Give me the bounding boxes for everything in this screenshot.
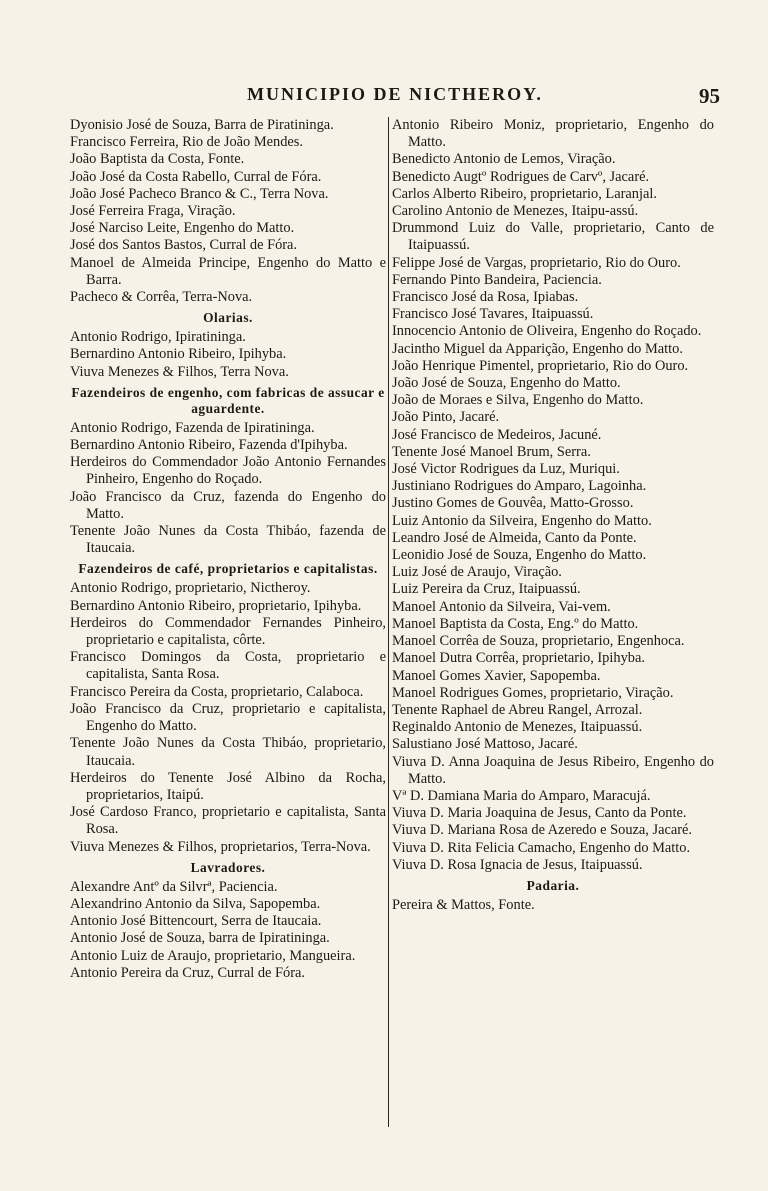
directory-entry: Viuva Menezes & Filhos, Terra Nova. <box>70 363 289 380</box>
directory-entry: Justino Gomes de Gouvêa, Matto-Grosso. <box>392 495 634 512</box>
directory-entry: Antonio Luiz de Araujo, proprietario, Mangueira. <box>70 947 356 964</box>
directory-entry: Leandro José de Almeida, Canto da Ponte. <box>392 529 637 546</box>
right-column <box>392 117 714 914</box>
directory-entry: Viuva D. Rita Felicia Camacho, Engenho do Matto. <box>392 839 691 856</box>
directory-entry: Jacintho Miguel da Apparição, Engenho do Matto. <box>392 340 683 357</box>
directory-entry: Antonio Rodrigo, proprietario, Nictheroy. <box>70 580 311 597</box>
directory-entry: Tenente José Manoel Brum, Serra. <box>392 443 591 460</box>
directory-entry: Antonio Rodrigo, Ipiratininga. <box>70 329 246 346</box>
directory-entry: Bernardino Antonio Ribeiro, Ipihyba. <box>70 346 287 363</box>
directory-entry: Manoel Gomes Xavier, Sapopemba. <box>392 667 601 684</box>
section-heading-olarias: Olarias. <box>203 310 253 326</box>
section-heading-padaria: Padaria. <box>526 877 580 893</box>
directory-entry: Manoel Dutra Corrêa, proprietario, Ipihyba. <box>392 650 645 667</box>
directory-entry: Fernando Pinto Bandeira, Paciencia. <box>392 271 602 288</box>
directory-entry: Manoel Baptista da Costa, Eng.º do Matto. <box>392 615 639 632</box>
directory-entry: João de Moraes e Silva, Engenho do Matto. <box>392 392 644 409</box>
directory-entry: José Victor Rodrigues da Luz, Muriqui. <box>392 461 620 478</box>
directory-entry: Viuva Menezes & Filhos, proprietarios, Terra-Nova. <box>70 838 371 855</box>
fazendeiros-cafe-list <box>70 580 386 855</box>
directory-entry: Salustiano José Mattoso, Jacaré. <box>392 736 578 753</box>
directory-entry: Innocencio Antonio de Oliveira, Engenho do Roçado. <box>392 323 702 340</box>
directory-entry: José Cardoso Franco, proprietario e capitalista, Santa Rosa. <box>70 804 386 838</box>
directory-entry: Alexandrino Antonio da Silva, Sapopemba. <box>70 895 321 912</box>
column-divider <box>388 117 389 1127</box>
section-heading-lavradores: Lavradores. <box>190 859 266 875</box>
directory-entry: Luiz José de Araujo, Viração. <box>392 564 562 581</box>
directory-entry: Bernardino Antonio Ribeiro, proprietario, Ipihyba. <box>70 597 362 614</box>
directory-entry: Viuva D. Maria Joaquina de Jesus, Canto da Ponte. <box>392 805 687 822</box>
directory-entry: José Ferreira Fraga, Viração. <box>70 203 236 220</box>
section-heading-fazendeiros-cafe: Fazendeiros de café, proprietarios e capitalistas. <box>78 561 378 577</box>
left-column <box>70 117 386 982</box>
section-heading-fazendeiros-engenho: Fazendeiros de engenho, com fabricas de assucar e aguardente. <box>71 384 385 416</box>
page-number: 95 <box>699 84 720 108</box>
directory-entry: Manoel Corrêa de Souza, proprietario, Engenhoca. <box>392 633 685 650</box>
directory-entry: José dos Santos Bastos, Curral de Fóra. <box>70 237 298 254</box>
directory-entry: Leonidio José de Souza, Engenho do Matto. <box>392 547 647 564</box>
directory-entry: João José de Souza, Engenho do Matto. <box>392 375 621 392</box>
directory-entry: João Pinto, Jacaré. <box>392 409 500 426</box>
merchant-list <box>70 117 386 306</box>
directory-entry: Benedicto Augtº Rodrigues de Carvº, Jacaré. <box>392 168 650 185</box>
lavradores-continued-list <box>392 117 714 874</box>
page-title: MUNICIPIO DE NICTHEROY. <box>247 84 543 104</box>
directory-entry: Tenente João Nunes da Costa Thibáo, fazenda de Itaucaia. <box>70 523 386 557</box>
directory-entry: José Narciso Leite, Engenho do Matto. <box>70 220 295 237</box>
directory-entry: Reginaldo Antonio de Menezes, Itaipuassú. <box>392 719 643 736</box>
directory-entry: Antonio José de Souza, barra de Ipiratininga. <box>70 930 330 947</box>
directory-entry: Felippe José de Vargas, proprietario, Rio do Ouro. <box>392 254 681 271</box>
directory-entry: Viuva D. Anna Joaquina de Jesus Ribeiro, Engenho do Matto. <box>392 753 714 787</box>
directory-entry: João Baptista da Costa, Fonte. <box>70 151 245 168</box>
directory-entry: João José Pacheco Branco & C., Terra Nova. <box>70 185 329 202</box>
directory-entry: João Henrique Pimentel, proprietario, Rio do Ouro. <box>392 357 689 374</box>
directory-entry: João José da Costa Rabello, Curral de Fóra. <box>70 168 322 185</box>
directory-entry: Herdeiros do Commendador João Antonio Fernandes Pinheiro, Engenho do Roçado. <box>70 454 386 488</box>
directory-entry: Herdeiros do Tenente José Albino da Rocha, proprietarios, Itaipú. <box>70 769 386 803</box>
page-header <box>70 84 720 114</box>
directory-entry: Benedicto Antonio de Lemos, Viração. <box>392 151 616 168</box>
directory-entry: Francisco Pereira da Costa, proprietario, Calaboca. <box>70 683 364 700</box>
directory-entry: Antonio Ribeiro Moniz, proprietario, Engenho do Matto. <box>392 117 714 151</box>
directory-entry: Tenente Raphael de Abreu Rangel, Arrozal. <box>392 701 643 718</box>
lavradores-list <box>70 879 386 982</box>
directory-entry: Justiniano Rodrigues do Amparo, Lagoinha. <box>392 478 647 495</box>
directory-entry: Manoel Antonio da Silveira, Vai-vem. <box>392 598 611 615</box>
directory-entry: Drummond Luiz do Valle, proprietario, Canto de Itaipuassú. <box>392 220 714 254</box>
directory-entry: José Francisco de Medeiros, Jacuné. <box>392 426 602 443</box>
directory-entry: Francisco José Tavares, Itaipuassú. <box>392 306 594 323</box>
directory-entry: Alexandre Antº da Silvrª, Paciencia. <box>70 878 278 895</box>
directory-entry: João Francisco da Cruz, fazenda do Engenho do Matto. <box>70 488 386 522</box>
directory-entry: Bernardino Antonio Ribeiro, Fazenda d'Ipihyba. <box>70 437 348 454</box>
directory-entry: Antonio Pereira da Cruz, Curral de Fóra. <box>70 964 305 981</box>
padaria-list <box>392 897 714 914</box>
directory-entry: Antonio Rodrigo, Fazenda de Ipiratininga. <box>70 419 315 436</box>
directory-entry: Herdeiros do Commendador Fernandes Pinheiro, proprietario e capitalista, côrte. <box>70 614 386 649</box>
directory-entry: Luiz Antonio da Silveira, Engenho do Matto. <box>392 512 652 529</box>
directory-entry: Manoel de Almeida Principe, Engenho do Matto e Barra. <box>70 254 386 288</box>
fazendeiros-engenho-list <box>70 420 386 558</box>
directory-entry: Viuva D. Mariana Rosa de Azeredo e Souza, Jacaré. <box>392 822 693 839</box>
directory-entry: Manoel Rodrigues Gomes, proprietario, Viração. <box>392 684 674 701</box>
directory-entry: João Francisco da Cruz, proprietario e capitalista, Engenho do Matto. <box>70 700 386 735</box>
directory-entry: Francisco Domingos da Costa, proprietario e capitalista, Santa Rosa. <box>70 649 386 683</box>
directory-entry: Dyonisio José de Souza, Barra de Piratininga. <box>70 117 334 133</box>
directory-entry: Francisco José da Rosa, Ipiabas. <box>392 289 579 306</box>
directory-entry: Pereira & Mattos, Fonte. <box>392 896 535 913</box>
olarias-list <box>70 329 386 381</box>
directory-entry: Pacheco & Corrêa, Terra-Nova. <box>70 289 253 306</box>
directory-entry: Carolino Antonio de Menezes, Itaipu-assú. <box>392 203 639 220</box>
directory-entry: Vª D. Damiana Maria do Amparo, Maracujá. <box>392 787 651 804</box>
directory-entry: Luiz Pereira da Cruz, Itaipuassú. <box>392 581 581 598</box>
directory-entry: Carlos Alberto Ribeiro, proprietario, Laranjal. <box>392 185 657 202</box>
directory-entry: Antonio José Bittencourt, Serra de Itaucaia. <box>70 913 322 930</box>
directory-entry: Francisco Ferreira, Rio de João Mendes. <box>70 134 303 151</box>
directory-entry: Viuva D. Rosa Ignacia de Jesus, Itaipuassú. <box>392 856 643 873</box>
directory-entry: Tenente João Nunes da Costa Thibáo, proprietario, Itaucaia. <box>70 735 386 769</box>
